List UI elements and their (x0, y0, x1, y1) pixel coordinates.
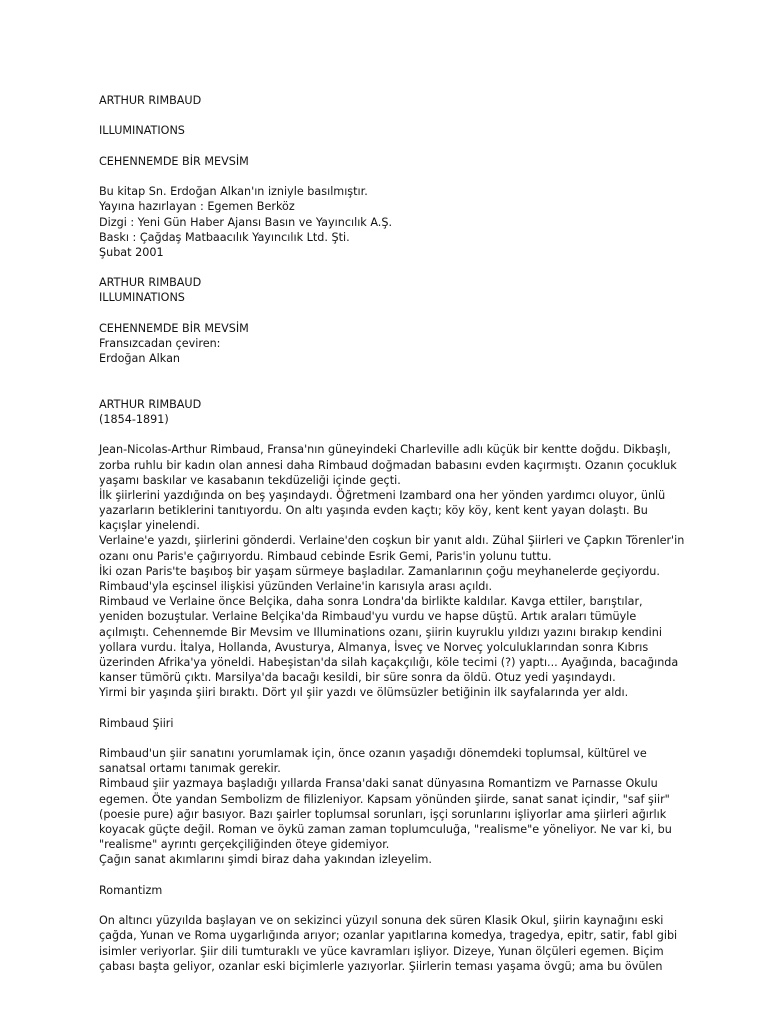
paragraph-line: sanatsal ortamı tanımak gerekir. (99, 762, 281, 776)
title-page-block (99, 275, 699, 366)
imprint-line: Yayına hazırlayan : Egemen Berköz (99, 200, 295, 214)
document-body (99, 93, 699, 974)
paragraph-line: Çağın sanat akımlarını şimdi biraz daha yakından izleyelim. (99, 853, 432, 867)
paragraph-line: egemen. Öte yandan Sembolizm de filizleniyor. Kapsam yönünden şiirde, sanat sanat içindir, "saf şiir" (99, 792, 670, 806)
bio-years: (1854-1891) (99, 412, 169, 426)
section-heading: Romantizm (99, 883, 163, 897)
bio-line: Rimbaud'yla eşcinsel ilişkisi yüzünden Verlaine'in karısıyla arası açıldı. (99, 580, 493, 594)
header-title-illuminations: ILLUMINATIONS (99, 124, 185, 138)
bio-line: İlk şiirlerini yazdığında on beş yaşındaydı. Öğretmeni Izambard ona her yönden yardımcı oluyor, ünlü (99, 488, 666, 502)
paragraph-line: çağda, Yunan ve Roma uygarlığında arıyor; ozanlar yapıtlarına komedya, tragedya, epitr, satir, fabl gibi (99, 929, 678, 943)
paragraph-line: (poesie pure) ağır basıyor. Bazı şairler toplumsal sorunları, işçi sorunlarını işliyorlar ama şiirleri ağırlık (99, 807, 667, 821)
section-heading: Rimbaud Şiiri (99, 716, 174, 730)
imprint-line: Bu kitap Sn. Erdoğan Alkan'ın izniyle basılmıştır. (99, 185, 368, 199)
paragraph-line: koyacak güçte değil. Roman ve öykü zaman zaman toplumculuğa, "realisme"e yöneliyor. Ne var ki, bu (99, 823, 672, 837)
paragraph-line: isimler veriyorlar. Şiir dili tumturaklı ve yüce kavramları işliyor. Dizeye, Yunan ölçüleri egemen. Biçim (99, 944, 664, 958)
bio-line: Rimbaud ve Verlaine önce Belçika, daha sonra Londra'da birlikte kaldılar. Kavga ettiler, barıştılar, (99, 595, 643, 609)
bio-line: yollara vurdu. İtalya, Hollanda, Avusturya, Almanya, İsveç ve Norveç yolculuklarından sonra Kıbrıs (99, 640, 649, 654)
bio-line: yazarların betiklerini tanıtıyordu. On altı yaşında evden kaçtı; köy köy, kent kent yayan dolaştı. Bu (99, 504, 648, 518)
bio-line: yeniden bozuştular. Verlaine Belçika'da Rimbaud'yu vurdu ve hapse düştü. Artık araları tümüyle (99, 610, 637, 624)
paragraph-line: Rimbaud şiir yazmaya başladığı yıllarda Fransa'daki sanat dünyasına Romantizm ve Parnasse Okulu (99, 777, 658, 791)
bio-block (99, 397, 699, 701)
bio-line: üzerinden Afrika'ya yöneldi. Habeşistan'da silah kaçakçılığı, köle tecimi (?) yaptı... Ayağında, bacağında (99, 655, 679, 669)
bio-line: zorba ruhlu bir kadın olan annesi daha Rimbaud doğmadan babasını evden kaçırmıştı. Ozanın çocukluk (99, 458, 677, 472)
header-title-cehennemde: CEHENNEMDE BİR MEVSİM (99, 154, 249, 168)
bio-name: ARTHUR RIMBAUD (99, 397, 202, 411)
imprint-line: Baskı : Çağdaş Matbaacılık Yayıncılık Ltd. Şti. (99, 230, 350, 244)
bio-line: İki ozan Paris'te başıboş bir yaşam sürmeye başladılar. Zamanlarının çoğu meyhanelerde geçiyordu. (99, 564, 660, 578)
bio-line: ozanı onu Paris'e çağırıyordu. Rimbaud cebinde Esrik Gemi, Paris'in yolunu tuttu. (99, 549, 552, 563)
bio-line: Jean-Nicolas-Arthur Rimbaud, Fransa'nın güneyindeki Charleville adlı küçük bir kentte doğdu. Dikbaşlı, (99, 443, 671, 457)
paragraph-line: çabası başta geliyor, ozanlar eski biçimlerle yazıyorlar. Şiirlerin teması yaşama övgü; ama bu övülen (99, 959, 663, 973)
paragraph-line: On altıncı yüzyılda başlayan ve on sekizinci yüzyıl sonuna dek süren Klasik Okul, şiirin kaynağını eski (99, 914, 664, 928)
translator-name: Erdoğan Alkan (99, 352, 181, 366)
title-page-author: ARTHUR RIMBAUD (99, 276, 202, 290)
paragraph-line: "realisme" ayrıntı gerçekçiliğinden öteye gidemiyor. (99, 838, 390, 852)
bio-line: yaşamı baskılar ve kasabanın tekdüzeliği içinde geçti. (99, 473, 401, 487)
bio-line: açılmıştı. Cehennemde Bir Mevsim ve Illuminations ozanı, şiirin kuyruklu yıldızı yazını bırakıp kendini (99, 625, 662, 639)
imprint-block (99, 184, 699, 260)
translated-from: Fransızcadan çeviren: (99, 337, 221, 350)
header-author: ARTHUR RIMBAUD (99, 94, 202, 107)
title-page-cehennemde: CEHENNEMDE BİR MEVSİM (99, 321, 249, 335)
imprint-line: Dizgi : Yeni Gün Haber Ajansı Basın ve Yayıncılık A.Ş. (99, 215, 393, 229)
bio-line: Verlaine'e yazdı, şiirlerini gönderdi. Verlaine'den coşkun bir yanıt aldı. Zühal Şiirleri ve Çapkın Törenler'in (99, 534, 685, 548)
title-page-illuminations: ILLUMINATIONS (99, 291, 185, 305)
bio-line: kanser tümörü çıktı. Marsilya'da bacağı kesildi, bir süre sonra da öldü. Otuz yedi yaşındaydı. (99, 671, 616, 685)
bio-line: kaçışlar yinelendi. (99, 519, 200, 533)
bio-line: Yirmi bir yaşında şiiri bıraktı. Dört yıl şiir yazdı ve ölümsüzler betiğinin ilk sayfalarında yer aldı. (99, 686, 629, 700)
section-rimbaud-poetry (99, 716, 699, 868)
imprint-line: Şubat 2001 (99, 245, 164, 259)
paragraph-line: Rimbaud'un şiir sanatını yorumlamak için, önce ozanın yaşadığı dönemdeki toplumsal, kültürel ve (99, 747, 647, 761)
section-romanticism (99, 883, 699, 974)
